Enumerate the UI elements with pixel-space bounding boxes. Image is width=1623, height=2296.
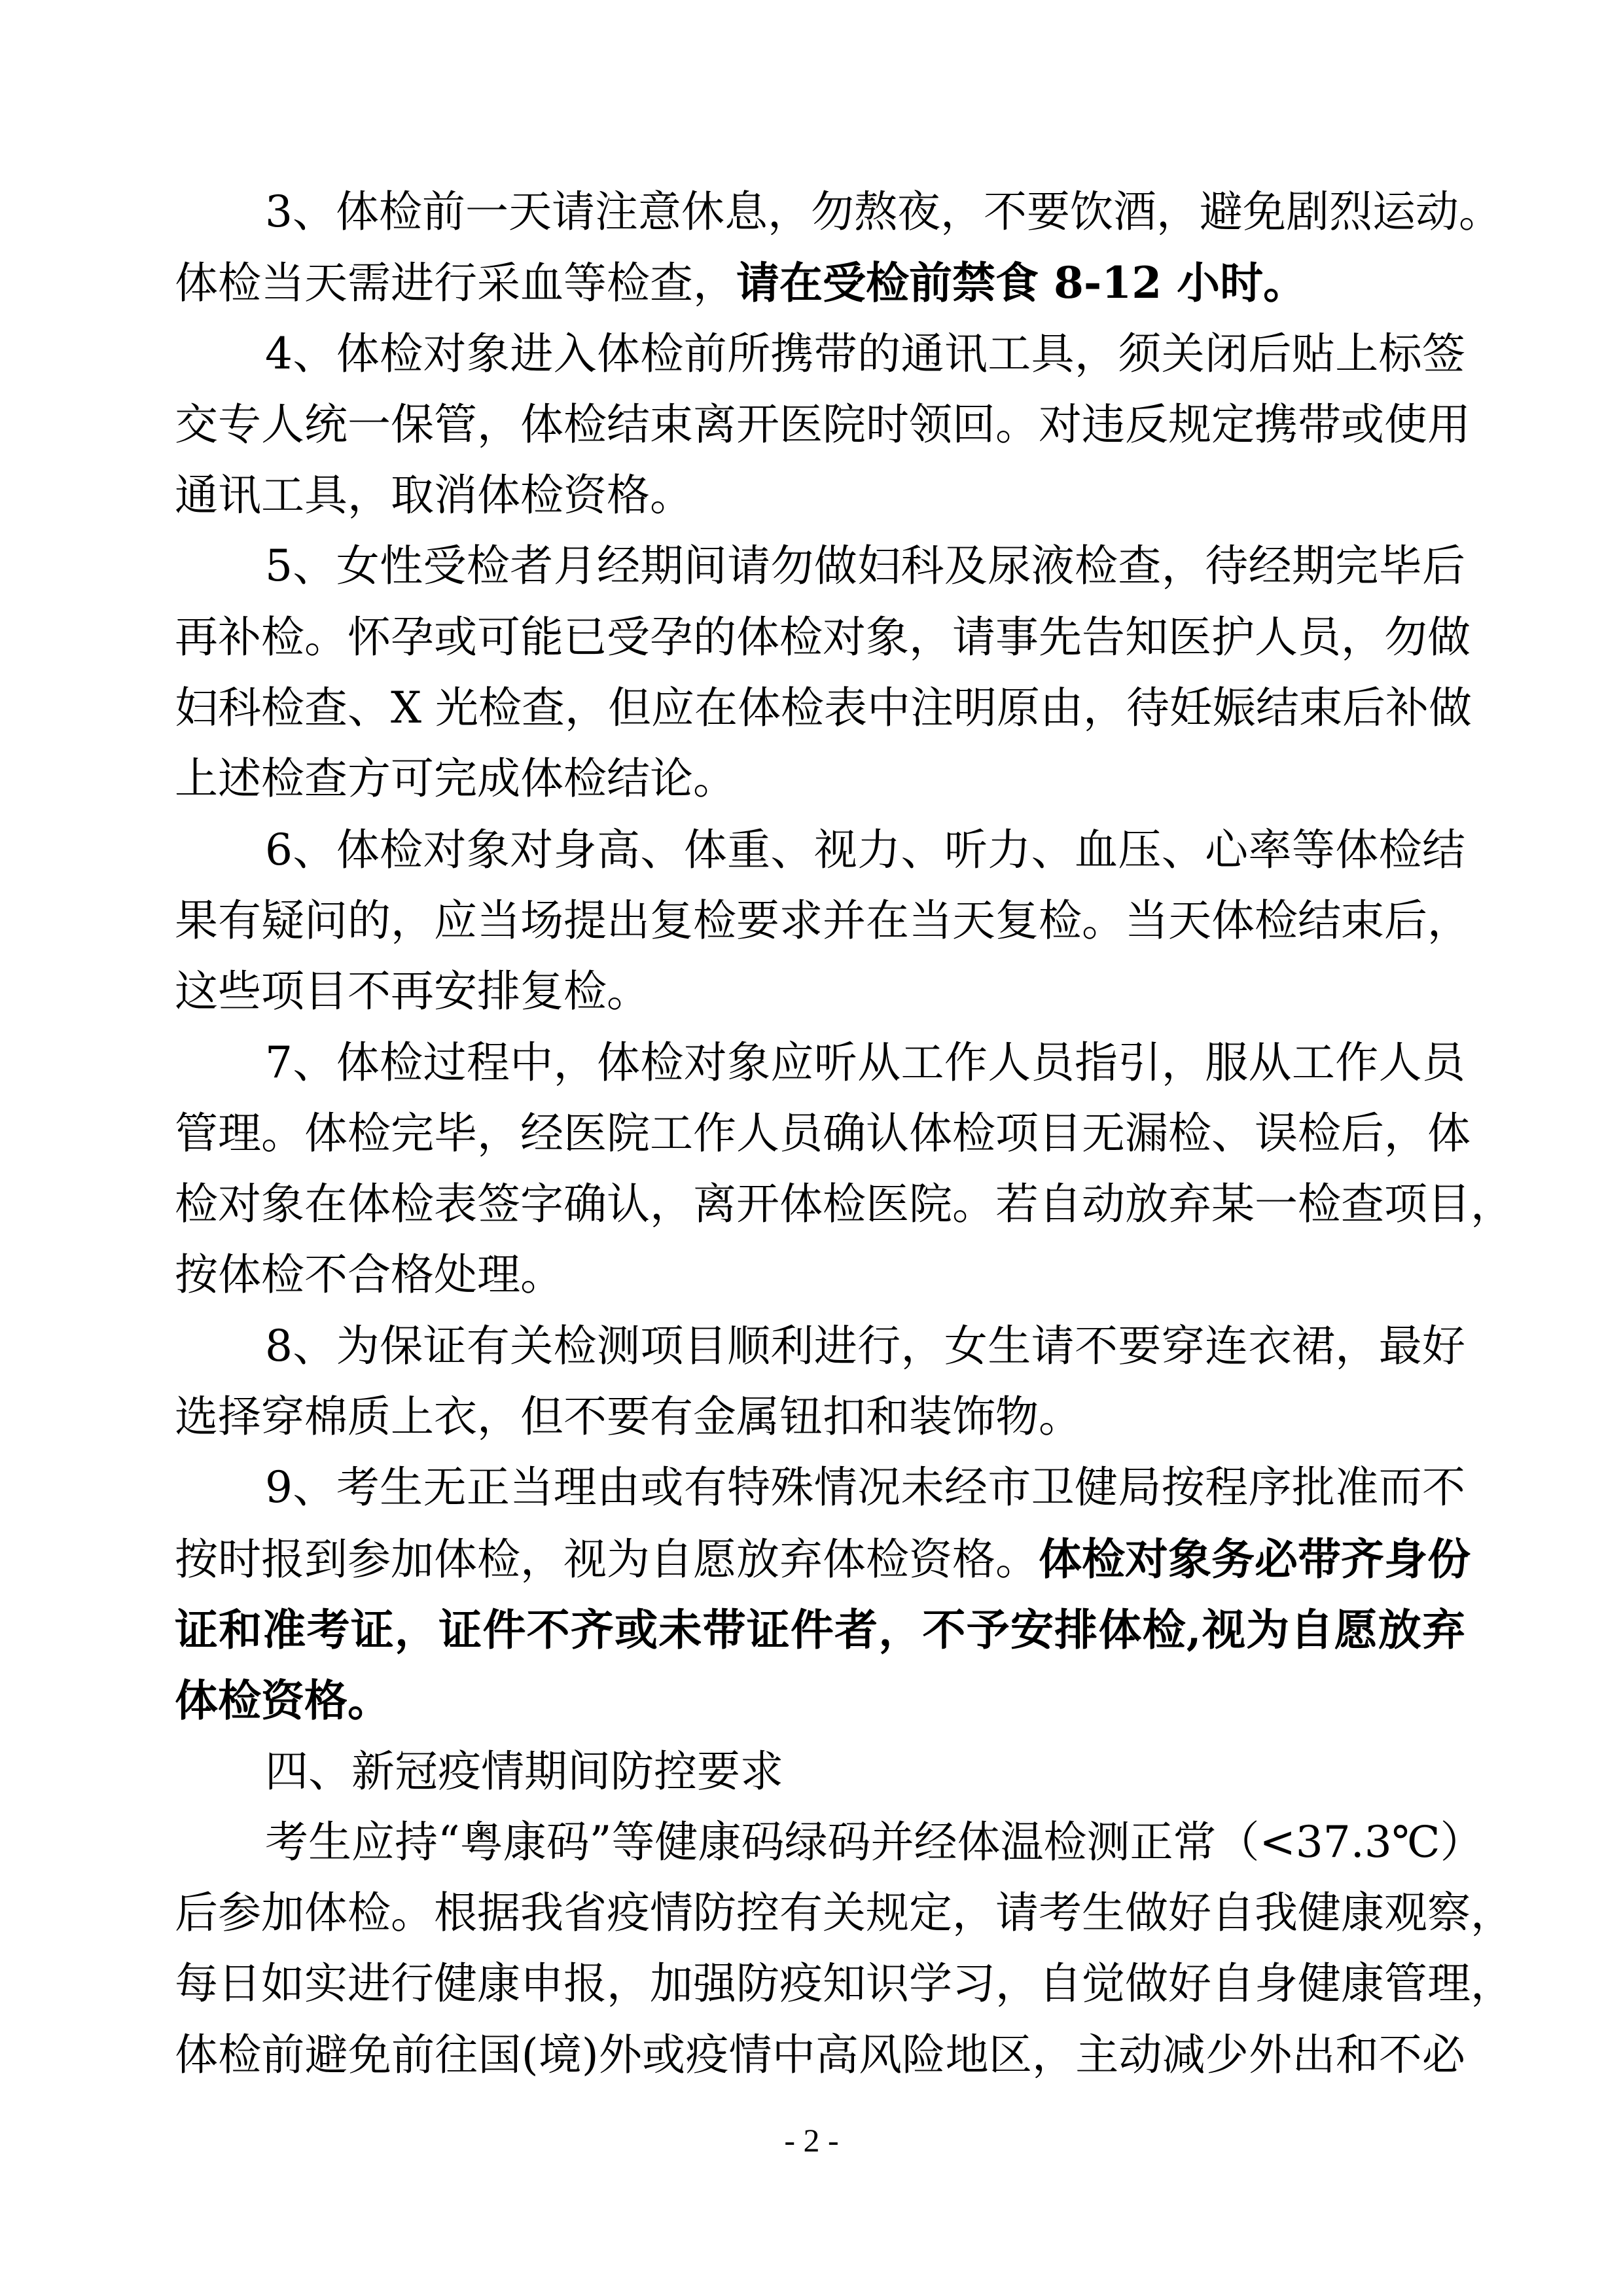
line-text: 3、体检前一天请注意休息，勿熬夜，不要饮酒，避免剧烈运动。 [265,187,1502,237]
paragraph-line [175,744,1465,814]
line-text: 4、体检对象进入体检前所携带的通讯工具，须关闭后贴上标签 [265,328,1465,379]
line-text: 检对象在体检表签字确认，离开体检医院。若自动放弃某一检查项目， [175,1179,1514,1230]
page-number: - 2 - [784,2122,839,2159]
paragraph-line [175,319,1465,389]
line-text: 6、体检对象对身高、体重、视力、听力、血压、心率等体检结 [265,824,1465,875]
paragraph-line [175,2020,1465,2090]
line-text: 果有疑问的，应当场提出复检要求并在当天复检。当天体检结束后， [175,895,1471,946]
paragraph-line [175,177,1502,247]
paragraph-line [175,1028,1465,1098]
paragraph-line [175,1311,1465,1382]
emphasis-text: 证和准考证，证件不齐或未带证件者，不予安排体检,视为自愿放弃 [175,1604,1465,1655]
line-text: 通讯工具，取消体检资格。 [175,470,693,521]
paragraph-line [175,673,1472,744]
paragraph-line [175,602,1471,673]
line-text: 体检当天需进行采血等检查， [175,258,736,309]
line-text: 上述检查方可完成体检结论。 [175,753,736,804]
paragraph-line [175,1594,1465,1665]
paragraph-line [175,460,1465,531]
line-text: 这些项目不再安排复检。 [175,966,650,1017]
line-text: 妇科检查、X 光检查，但应在体检表中注明原由，待妊娠结束后补做 [175,683,1472,734]
paragraph-line [175,1240,1465,1310]
paragraph-line [175,1524,1471,1594]
paragraph-line [175,1948,1514,2019]
line-text: 考生应持“粤康码”等健康码绿码并经体温检测正常（<37.3℃） [265,1816,1484,1867]
emphasis-text: 体检对象务必带齐身份 [1039,1533,1471,1585]
line-text: 9、考生无正当理由或有特殊情况未经市卫健局按程序批准而不 [265,1462,1465,1513]
line-text: 交专人统一保管，体检结束离开医院时领回。对违反规定携带或使用 [175,399,1471,450]
section-heading [175,1736,1465,1807]
paragraph-line [175,1452,1465,1523]
paragraph-line [175,531,1465,601]
line-text: 再补检。怀孕或可能已受孕的体检对象，请事先告知医护人员，勿做 [175,611,1471,662]
line-text: 5、女性受检者月经期间请勿做妇科及尿液检查，待经期完毕后 [265,541,1465,592]
paragraph-line [175,247,1465,318]
paragraph-line [175,389,1471,460]
line-text: 选择穿棉质上衣，但不要有金属钮扣和装饰物。 [175,1391,1082,1443]
paragraph-line [175,956,1465,1027]
body-text [175,177,1514,2090]
line-text: 8、为保证有关检测项目顺利进行，女生请不要穿连衣裙，最好 [265,1320,1465,1371]
line-text: 管理。体检完毕，经医院工作人员确认体检项目无漏检、误检后，体 [175,1107,1471,1158]
paragraph-line [175,1807,1484,1878]
line-text: 后参加体检。根据我省疫情防控有关规定，请考生做好自我健康观察， [175,1888,1514,1939]
line-text: 按体检不合格处理。 [175,1249,563,1300]
emphasis-text: 体检资格。 [175,1675,391,1727]
line-text: 按时报到参加体检，视为自愿放弃体检资格。 [175,1534,1039,1585]
paragraph-line [175,1665,1465,1736]
paragraph-line [175,1169,1514,1240]
paragraph-line [175,886,1471,956]
line-text: 每日如实进行健康申报，加强防疫知识学习，自觉做好自身健康管理， [175,1958,1514,2009]
paragraph-line [175,1098,1471,1169]
paragraph-line [175,815,1465,886]
paragraph-line [175,1878,1514,1948]
line-text: 体检前避免前往国(境)外或疫情中高风险地区，主动减少外出和不必 [175,2029,1465,2080]
paragraph-line [175,1382,1465,1452]
heading-text: 四、新冠疫情期间防控要求 [265,1746,783,1797]
line-text: 7、体检过程中，体检对象应听从工作人员指引，服从工作人员 [265,1037,1465,1088]
emphasis-text: 请在受检前禁食 8-12 小时。 [736,257,1307,309]
